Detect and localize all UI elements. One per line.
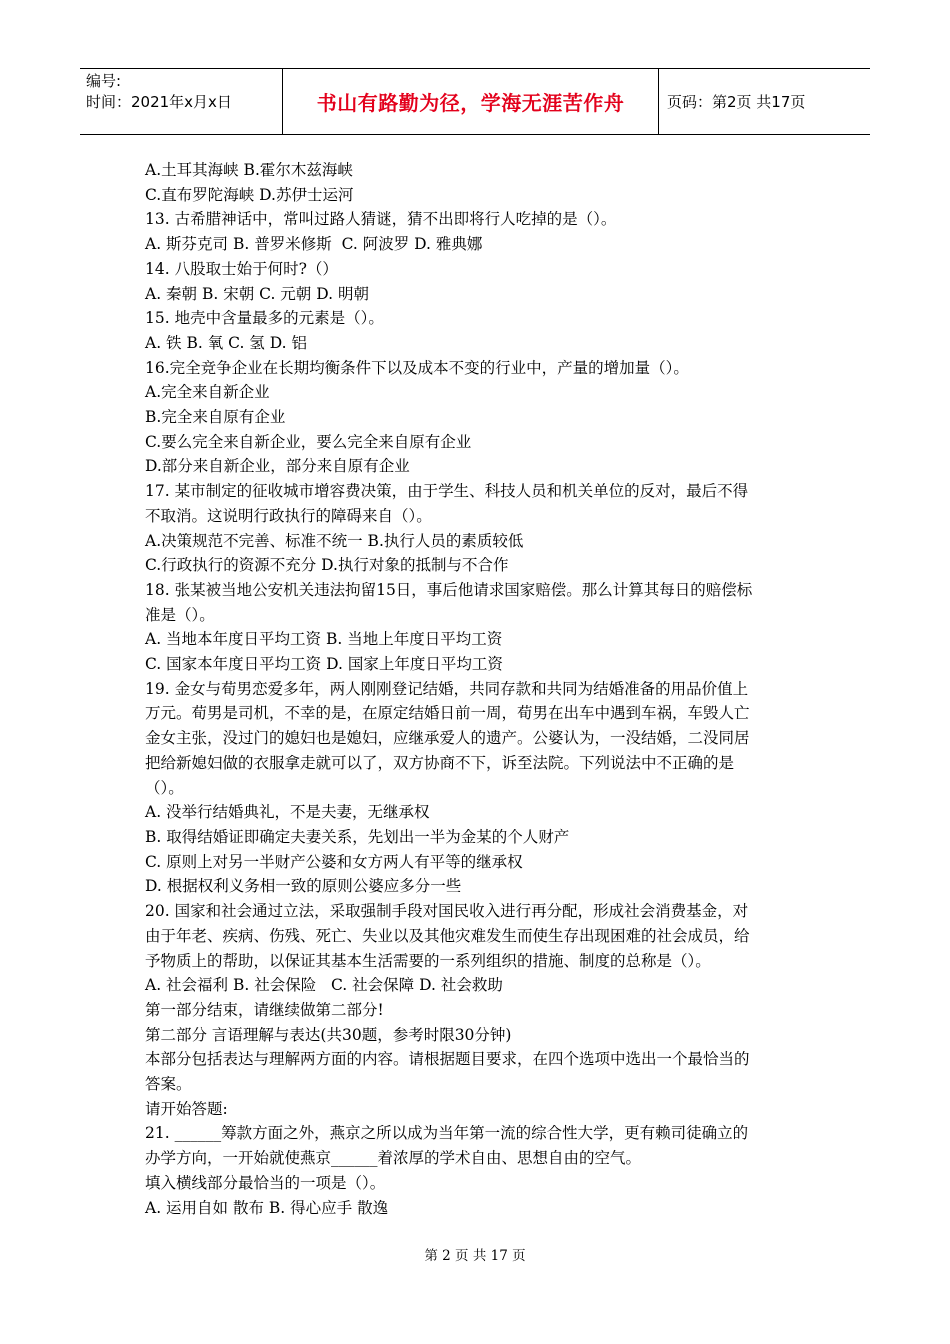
text-line: 19. 金女与荀男恋爱多年，两人刚刚登记结婚，共同存款和共同为结婚准备的用品价值上 [145, 679, 749, 698]
text-line: A. 没举行结婚典礼，不是夫妻，无继承权 [145, 803, 430, 822]
header-motto: 书山有路勤为径，学海无涯苦作舟 [283, 69, 659, 134]
text-line: 由于年老、疾病、伤残、死亡、失业以及其他灾难发生而使生存出现困难的社会成员，给 [145, 926, 750, 945]
page-header [80, 68, 870, 135]
text-line: A. 秦朝 B. 宋朝 C. 元朝 D. 明朝 [145, 284, 369, 303]
text-line: 请开始答题: [145, 1099, 228, 1118]
text-line: 15. 地壳中含量最多的元素是（）。 [145, 309, 384, 328]
text-line: 本部分包括表达与理解两方面的内容。请根据题目要求，在四个选项中选出一个最恰当的 [145, 1050, 750, 1069]
text-line: 不取消。这说明行政执行的障碍来自（）。 [145, 506, 432, 525]
text-line: 18. 张某被当地公安机关违法拘留15日，事后他请求国家赔偿。那么计算其每日的赔偿标 [145, 580, 753, 599]
text-line: 第二部分 言语理解与表达(共30题，参考时限30分钟) [145, 1025, 512, 1044]
text-line: 20. 国家和社会通过立法，采取强制手段对国民收入进行再分配，形成社会消费基金，对 [145, 902, 749, 921]
text-line: 13. 古希腊神话中，常叫过路人猜谜，猜不出即将行人吃掉的是（）。 [145, 210, 617, 229]
text-line: C. 国家本年度日平均工资 D. 国家上年度日平均工资 [145, 655, 503, 674]
text-line: 予物质上的帮助，以保证其基本生活需要的一系列组织的措施、制度的总称是（）。 [145, 951, 711, 970]
text-line: 答案。 [145, 1075, 192, 1094]
header-page-label: 页码：第2页 共17页 [667, 93, 806, 111]
text-line: A. 铁 B. 氧 C. 氢 D. 铝 [145, 333, 307, 352]
text-line: A. 斯芬克司 B. 普罗米修斯 C. 阿波罗 D. 雅典娜 [145, 235, 483, 254]
text-line: C. 原则上对另一半财产公婆和女方两人有平等的继承权 [145, 852, 523, 871]
text-line: A.土耳其海峡 B.霍尔木兹海峡 [145, 161, 353, 179]
text-line: 办学方向，一开始就使燕京______着浓厚的学术自由、思想自由的空气。 [145, 1149, 642, 1168]
text-line: B.完全来自原有企业 [145, 408, 286, 427]
document-number-label: 编号: [86, 72, 122, 90]
header-info-cell [80, 69, 283, 134]
text-line: （）。 [145, 778, 184, 797]
text-line: C.行政执行的资源不充分 D.执行对象的抵制与不合作 [145, 556, 509, 575]
text-line: 16.完全竞争企业在长期均衡条件下以及成本不变的行业中，产量的增加量（）。 [145, 358, 689, 377]
text-line: C.直布罗陀海峡 D.苏伊士运河 [145, 185, 354, 204]
text-line: A.决策规范不完善、标准不统一 B.执行人员的素质较低 [145, 531, 524, 550]
text-line: A.完全来自新企业 [145, 383, 270, 402]
text-line: 21. ______筹款方面之外，燕京之所以成为当年第一流的综合性大学，更有赖司徒确立的 [145, 1124, 749, 1143]
text-line: A. 运用自如 散布 B. 得心应手 散逸 [145, 1198, 389, 1217]
text-line: B. 取得结婚证即确定夫妻关系，先划出一半为金某的个人财产 [145, 827, 570, 846]
text-line: D.部分来自新企业，部分来自原有企业 [145, 457, 410, 476]
text-line: C.要么完全来自新企业，要么完全来自原有企业 [145, 432, 472, 451]
page-footer: 第 2 页 共 17 页 [424, 1248, 526, 1264]
text-line: 准是（）。 [145, 605, 215, 624]
text-line: 第一部分结束，请继续做第二部分! [145, 1000, 384, 1019]
text-line: D. 根据权利义务相一致的原则公婆应多分一些 [145, 877, 462, 896]
text-line: 17. 某市制定的征收城市增容费决策，由于学生、科技人员和机关单位的反对，最后不得 [145, 482, 749, 501]
document-body [145, 158, 810, 1220]
text-line: A. 当地本年度日平均工资 B. 当地上年度日平均工资 [145, 630, 503, 649]
text-line: 14. 八股取士始于何时?（） [145, 259, 338, 278]
text-line: 金女主张，没过门的媳妇也是媳妇，应继承爱人的遗产。公婆认为，一没结婚，二没同居 [145, 729, 750, 748]
text-line: A. 社会福利 B. 社会保险 C. 社会保障 D. 社会救助 [145, 976, 503, 995]
text-line: 填入横线部分最恰当的一项是（）。 [145, 1173, 386, 1192]
document-time-label: 时间：2021年x月x日 [86, 93, 232, 111]
text-line: 万元。荀男是司机，不幸的是，在原定结婚日前一周，荀男在出车中遇到车祸，车毁人亡 [145, 704, 750, 723]
text-line: 把给新媳妇做的衣服拿走就可以了，双方协商不下，诉至法院。下列说法中不正确的是 [145, 753, 735, 772]
